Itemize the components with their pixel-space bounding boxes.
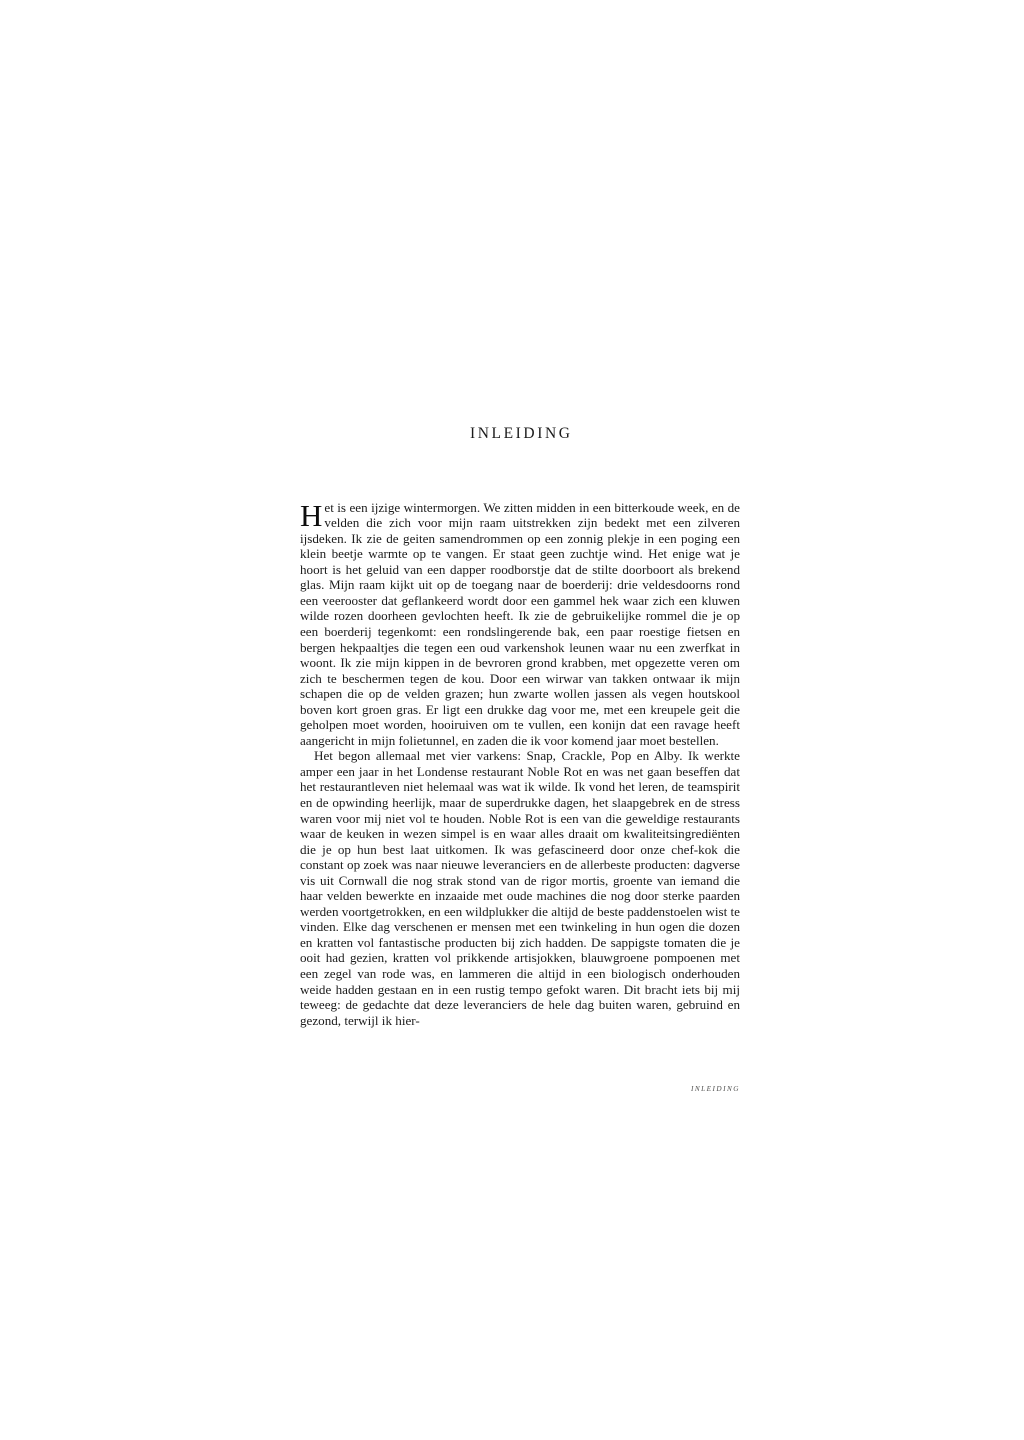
text-block <box>300 425 740 1028</box>
paragraph-1: Het is een ijzige wintermorgen. We zitten midden in een bitterkoude week, en de velden die zich voor mijn raam uitstrekken zijn bedekt met een zilveren ijsdeken. Ik zie de geiten samendrommen op een zonnig plekje in een poging een klein beetje warmte op te vangen. Er staat geen zuchtje wind. Het enige wat je hoort is het geluid van een dapper roodborstje dat de stilte doorboort als brekend glas. Mijn raam kijkt uit op de toegang naar de boerderij: drie veldesdoorns rond een veerooster dat geflankeerd wordt door een gammel hek waar zich een kluwen wilde rozen doorheen gevlochten heeft. Ik zie de gebruikelijke rommel die je op een boerderij tegenkomt: een rondslingerende bak, een paar roestige fietsen en bergen hekpaaltjes die tegen een oud varkenshok leunen waar nu een zwerfkat in woont. Ik zie mijn kippen in de bevroren grond krabben, met opgezette veren om zich te beschermen tegen de kou. Door een wirwar van takken ontwaar ik mijn schapen die op de velden grazen; hun zwarte wollen jassen als vegen houtskool boven kort groen gras. Er ligt een drukke dag voor me, met een kreupele geit die geholpen moet worden, hooiruiven om te vullen, een konijn dat een ravage heeft aangericht in mijn folietunnel, en zaden die ik voor komend jaar moet bestellen. <box>300 497 740 748</box>
paragraph-2: Het begon allemaal met vier varkens: Snap, Crackle, Pop en Alby. Ik werkte amper een jaar in het Londense restaurant Noble Rot en was net gaan beseffen dat het restaurantleven niet helemaal was wat ik wilde. Ik vond het leren, de teamspirit en de opwinding heerlijk, maar de superdrukke dagen, het slaapgebrek en de stress waren voor mij niet vol te houden. Noble Rot is een van die geweldige restaurants waar de keuken in wezen simpel is en waar alles draait om kwaliteitsingrediënten die je op hun best laat uitkomen. Ik was gefascineerd door onze chef-kok die constant op zoek was naar nieuwe leveranciers en de allerbeste producten: dagverse vis uit Cornwall die nog strak stond van de rigor mortis, groente van iemand die haar velden bewerkte en inzaaide met oude machines die nog door sterke paarden werden voortgetrokken, en een wildplukker die altijd de beste paddenstoelen wist te vinden. Elke dag verschenen er mensen met een twinkeling in hun ogen die dozen en kratten vol fantastische producten bij zich hadden. De sappigste tomaten die je ooit had gezien, kratten vol prikkende artisjokken, blauwgroene pompoenen met een zegel van rode was, en lammeren die altijd in een biologisch onderhouden weide hadden gestaan en in een rustig tempo gefokt waren. Dit bracht iets bij mij teweeg: de gedachte dat deze leveranciers de hele dag buiten waren, gebruind en gezond, terwijl ik hier- <box>300 748 740 1028</box>
running-footer: INLEIDING <box>690 1085 740 1093</box>
body-copy <box>300 497 740 1029</box>
page-title: INLEIDING <box>469 425 573 442</box>
